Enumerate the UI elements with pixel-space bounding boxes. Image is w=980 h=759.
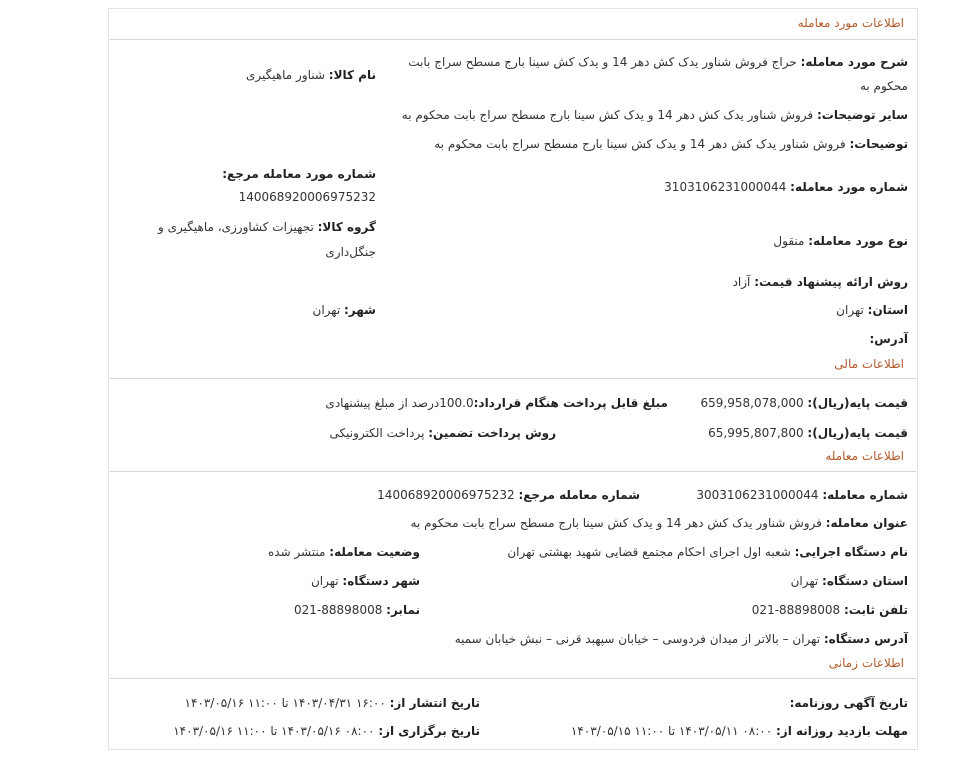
other-notes: [402, 108, 908, 122]
deal-description-cont: محکوم به: [859, 79, 908, 93]
notes-value: فروش شناور یدک کش دهر 14 و یدک کش سینا بارج مسطح سراج بابت محکوم به: [434, 137, 846, 151]
hold-date-value: ۰۸:۰۰ ۱۴۰۳/۰۵/۱۶ تا ۱۱:۰۰ ۱۴۰۳/۰۵/۱۶: [173, 724, 375, 738]
transaction-status: [268, 545, 420, 559]
publish-date: [185, 696, 480, 710]
goods-group: [158, 220, 376, 234]
agency-city-label: شهر دستگاه:: [342, 574, 420, 588]
goods-name-label: نام کالا:: [328, 68, 376, 82]
section-deal-info: اطلاعات مورد معامله: [797, 16, 904, 30]
deal-number-value: 3103106231000044: [664, 180, 787, 194]
agency-value: شعبه اول اجرای احکام مجتمع قضایی شهید بهشتی تهران: [507, 545, 791, 559]
transaction-status-value: منتشر شده: [267, 545, 326, 559]
section-financial: اطلاعات مالی: [834, 357, 904, 371]
goods-name-value: شناور ماهیگیری: [245, 68, 325, 82]
agency-fax-label: نمابر:: [386, 603, 420, 617]
city-value: تهران: [312, 303, 341, 317]
divider: [110, 39, 916, 40]
other-notes-value: فروش شناور یدک کش دهر 14 و یدک کش سینا بارج مسطح سراج بابت محکوم به: [401, 108, 814, 122]
divider: [110, 471, 916, 472]
province: [836, 303, 908, 317]
goods-group-cont: جنگل‌داری: [325, 245, 376, 259]
visit-date-value: ۰۸:۰۰ ۱۴۰۳/۰۵/۱۱ تا ۱۱:۰۰ ۱۴۰۳/۰۵/۱۵: [570, 724, 773, 738]
deal-type-value: منقول: [773, 234, 805, 248]
agency-phone-label: تلفن ثابت:: [843, 603, 908, 617]
divider: [110, 678, 916, 679]
agency-address-value: تهران – بالاتر از میدان فردوسی – خیابان سپهبد قرنی – نبش خیابان سمیه: [454, 632, 821, 646]
base-price-2-value: 65,995,807,800: [708, 426, 804, 440]
agency-province: [791, 574, 908, 588]
transaction-title-value: فروش شناور یدک کش دهر 14 و یدک کش سینا بارج مسطح سراج بابت محکوم به: [410, 516, 822, 530]
guarantee: [330, 426, 556, 440]
address-label: آدرس:: [869, 332, 908, 346]
agency-city: [311, 574, 420, 588]
province-value: تهران: [836, 303, 864, 317]
hold-date: [173, 724, 480, 738]
agency-province-value: تهران: [790, 574, 819, 588]
price-method-value: آزاد: [732, 275, 751, 289]
price-method-label: روش ارائه پیشنهاد قیمت:: [754, 275, 908, 289]
deal-description-label: شرح مورد معامله:: [800, 55, 908, 69]
agency-fax: [294, 603, 420, 617]
guarantee-label: روش پرداخت تضمین:: [428, 426, 556, 440]
city: [313, 303, 376, 317]
base-price-2: [708, 426, 908, 440]
agency: [507, 545, 908, 559]
other-notes-label: سایر توضیحات:: [817, 108, 908, 122]
transaction-ref: [377, 488, 640, 502]
section-timing: اطلاعات زمانی: [828, 656, 904, 670]
goods-group-value: تجهیزات کشاورزی، ماهیگیری و: [158, 220, 314, 234]
transaction-title-label: عنوان معامله:: [825, 516, 908, 530]
ref-number-value: 140068920006975232: [238, 190, 376, 204]
visit-date-label: مهلت بازدید روزانه از:: [776, 724, 908, 738]
publish-date-value: ۱۶:۰۰ ۱۴۰۳/۰۴/۳۱ تا ۱۱:۰۰ ۱۴۰۳/۰۵/۱۶: [184, 696, 386, 710]
price-method: [733, 275, 908, 289]
agency-city-value: تهران: [310, 574, 339, 588]
deal-description-value: حراج فروش شناور یدک کش دهر 14 و یدک کش سینا بارج مسطح سراج بابت: [408, 55, 797, 69]
ref-number-label: شماره مورد معامله مرجع:: [222, 167, 376, 181]
goods-group-label: گروه کالا:: [317, 220, 376, 234]
agency-address-label: آدرس دستگاه:: [823, 632, 908, 646]
transaction-status-label: وضعیت معامله:: [329, 545, 420, 559]
transaction-ref-value: 140068920006975232: [377, 488, 515, 502]
base-price-label: قیمت پایه(ریال):: [807, 396, 908, 410]
agency-address: [455, 632, 908, 646]
agency-label: نام دستگاه اجرایی:: [794, 545, 908, 559]
deal-number: [664, 180, 908, 194]
guarantee-value: پرداخت الکترونیکی: [329, 426, 425, 440]
payable-value: 100.0درصد از مبلغ پیشنهادی: [325, 396, 474, 410]
transaction-title: [411, 516, 908, 530]
hold-date-label: تاریخ برگزاری از:: [378, 724, 480, 738]
section-transaction: اطلاعات معامله: [825, 449, 904, 463]
province-label: استان:: [867, 303, 908, 317]
payable: [325, 396, 668, 410]
notes-label: توضیحات:: [849, 137, 908, 151]
transaction-number: [696, 488, 908, 502]
ad-date-label: تاریخ آگهی روزنامه:: [789, 696, 908, 710]
transaction-number-label: شماره معامله:: [822, 488, 908, 502]
divider: [110, 378, 916, 379]
notes: [434, 137, 908, 151]
address: [869, 332, 908, 346]
transaction-ref-label: شماره معامله مرجع:: [518, 488, 640, 502]
base-price-2-label: قیمت پایه(ریال):: [807, 426, 908, 440]
visit-date: [571, 724, 908, 738]
base-price: [701, 396, 908, 410]
agency-phone: [752, 603, 908, 617]
city-label: شهر:: [344, 303, 376, 317]
goods-name: [246, 68, 376, 82]
agency-phone-value: 88898008-021: [751, 603, 841, 617]
ad-date: [790, 696, 908, 710]
payable-label: مبلغ قابل پرداخت هنگام قرارداد:: [473, 396, 668, 410]
agency-fax-value: 88898008-021: [294, 603, 383, 617]
deal-number-label: شماره مورد معامله:: [790, 180, 908, 194]
deal-description: [408, 55, 908, 69]
deal-type: [773, 234, 908, 248]
base-price-value: 659,958,078,000: [700, 396, 804, 410]
agency-province-label: استان دستگاه:: [822, 574, 908, 588]
transaction-number-value: 3003106231000044: [696, 488, 819, 502]
publish-date-label: تاریخ انتشار از:: [389, 696, 480, 710]
deal-type-label: نوع مورد معامله:: [808, 234, 908, 248]
